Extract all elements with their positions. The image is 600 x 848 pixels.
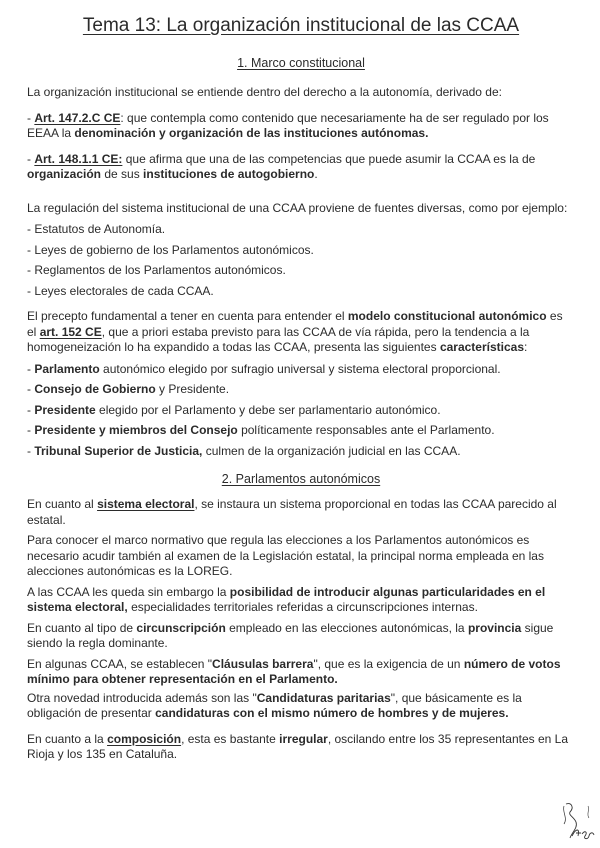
text: sigue siendo la regla dominante. [27,620,554,650]
dash: - [27,361,35,376]
article-147-ref: Art. 147.2.C CE [34,110,121,125]
bold-text: características [439,340,525,354]
normative-framework-paragraph: Para conocer el marco normativo que regula las elecciones a los Parlamentos autonómicos es necesario acudir también al examen de la Legislación estatal, la principal norma empleada en las alecciones autonómicas es la LOREG. [27,533,544,578]
section-2-heading: 2. Parlamentos autonómicos [221,472,381,486]
dash: - [27,423,35,437]
section-1-heading: 1. Marco constitucional [237,56,365,70]
regulation-intro: La regulación del sistema institucional de una CCAA proviene de fuentes diversas, como por ejemplo: [27,200,568,215]
parity-paragraph [27,691,575,722]
text: ", que básicamente es la obligación de presentar [27,690,522,720]
bold-text: organización [27,167,102,181]
bold-text: modelo constitucional autonómico [347,309,547,323]
text: En cuanto a la [27,731,108,746]
electoral-system-paragraph [27,497,575,528]
text: , oscilando entre los 35 representantes en La Rioja y los 135 en Cataluña. [27,731,568,761]
precept-paragraph [27,309,575,356]
text: , esta es bastante [181,731,280,746]
bold-text: Presidente [34,402,96,417]
handwritten-signature [558,798,598,842]
bold-text: número de votos mínimo para obtener representación en el Parlamento. [27,656,561,686]
document-page [27,14,575,763]
text: El precepto fundamental a tener en cuenta para entender el [27,309,348,323]
bold-text: instituciones de autogobierno [143,167,315,181]
bold-text: irregular [279,731,328,746]
text: elegido por el Parlamento y debe ser parlamentario autonómico. [95,402,441,417]
text: políticamente responsables ante el Parlamento. [237,423,495,437]
circumscription-paragraph [27,621,575,652]
text: En cuanto al [27,497,98,511]
dash: - [27,443,35,458]
text: : [524,340,528,354]
list-item: - Leyes electorales de cada CCAA. [27,283,214,298]
bold-text: sistema electoral [97,497,195,511]
composition-paragraph [27,732,575,763]
article-152-ref: art. 152 CE [39,324,102,339]
bold-text: candidaturas con el mismo número de hombres y de mujeres. [155,706,509,720]
dash: - [27,382,35,396]
list-item [27,444,575,460]
bold-text: posibilidad de introducir algunas particularidades en el sistema electoral, [27,584,546,614]
list-item: - Estatutos de Autonomía. [27,222,166,236]
text: , que a priori estaba previsto para las CCAA de vía rápida, pero la tendencia a la homogeneización lo ha expandido a todas las CCAA, presenta las siguientes [27,324,530,354]
list-item: - Leyes de gobierno de los Parlamentos autonómicos. [27,242,314,257]
text: En algunas CCAA, se establecen " [27,656,213,671]
list-item: - Reglamentos de los Parlamentos autonómicos. [27,263,286,277]
bold-text: composición [107,731,182,746]
barrier-clauses-paragraph [27,657,575,688]
text: Otra novedad introducida además son las " [27,690,257,705]
characteristics-list [27,362,575,460]
list-item [27,382,575,398]
text: es el [27,309,563,339]
text: culmen de la organización judicial en las CCAA. [202,443,461,458]
article-147-paragraph [27,111,575,142]
text: . [314,167,318,181]
text: A las CCAA les queda sin embargo la [27,584,230,599]
bold-text: circunscripción [136,620,226,635]
dash: - [27,110,35,125]
text: , se instaura un sistema proporcional en todas las CCAA parecido al estatal. [27,497,557,527]
list-item [27,362,575,378]
bold-text: Presidente y miembros del Consejo [34,423,238,437]
text: de sus [101,167,144,181]
article-148-paragraph [27,152,575,183]
list-item [27,403,575,419]
text: ", que es la exigencia de un [313,656,464,671]
text: que afirma que una de las competencias que puede asumir la CCAA es la de [122,151,536,166]
sources-list [27,222,575,299]
bold-text: Parlamento [34,361,100,376]
text: : que contempla como contenido que necesariamente ha de ser regulado por los EEAA la [27,110,549,140]
text: En cuanto al tipo de [27,620,137,635]
bold-text: Consejo de Gobierno [34,382,156,396]
bold-text: provincia [467,620,522,635]
text: especialidades territoriales referidas a circunscripciones internas. [127,600,478,614]
article-148-ref: Art. 148.1.1 CE: [34,151,123,166]
text: y Presidente. [155,382,230,396]
bold-text: denominación y organización de las instituciones autónomas. [74,126,429,140]
bold-text: Cláusulas barrera [212,656,314,671]
bold-text: Candidaturas paritarias [256,690,391,705]
text: autonómico elegido por sufragio universal y sistema electoral proporcional. [99,361,501,376]
dash: - [27,402,35,417]
particularities-paragraph [27,585,575,616]
section-1-intro: La organización institucional se entiende dentro del derecho a la autonomía, derivado de: [27,85,502,99]
document-title: Tema 13: La organización institucional de las CCAA [82,15,520,36]
bold-text: Tribunal Superior de Justicia, [34,443,203,458]
list-item [27,423,575,439]
dash: - [27,151,35,166]
text: empleado en las elecciones autonómicas, la [225,620,468,635]
